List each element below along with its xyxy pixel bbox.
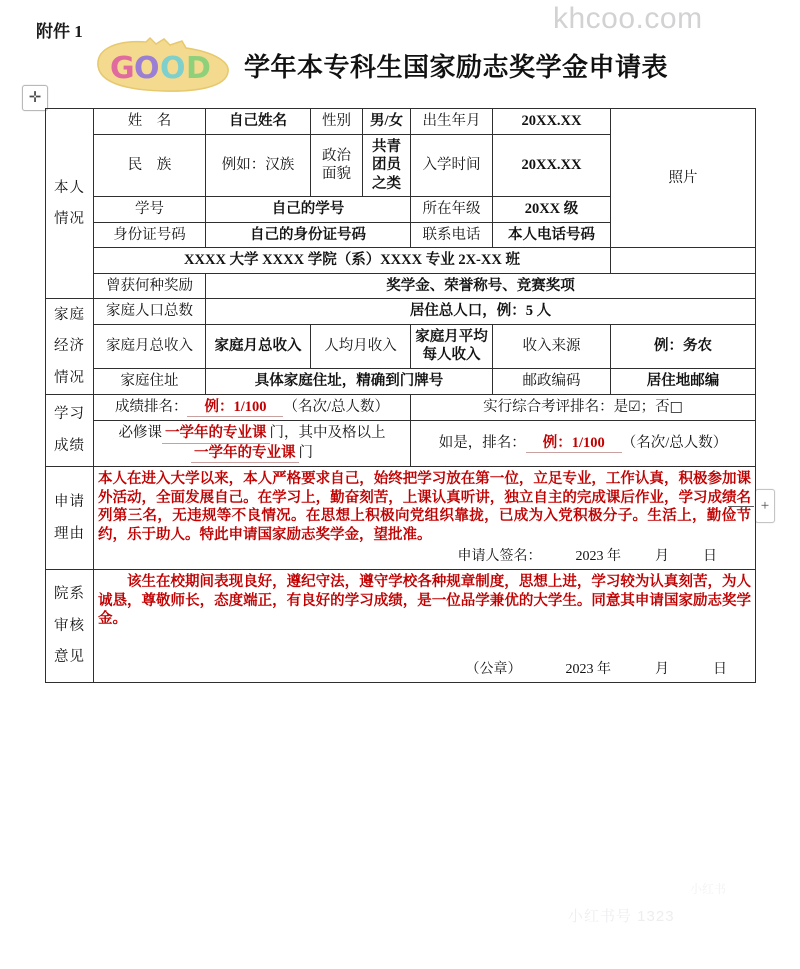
official-seal-line <box>98 661 751 679</box>
value-gender[interactable]: 男/女 <box>363 109 411 135</box>
section-study-line2: 成绩 <box>54 437 85 454</box>
application-form-table <box>45 108 756 683</box>
table-row-school <box>46 248 756 274</box>
value-enroll[interactable]: 20XX.XX <box>493 134 611 197</box>
value-passed-courses[interactable]: 一学年的专业课 <box>191 444 299 464</box>
cell-if-yes-rank[interactable] <box>411 421 756 467</box>
cell-application-reason[interactable] <box>94 467 756 570</box>
table-row-study-courses <box>46 421 756 467</box>
cell-comprehensive-eval[interactable] <box>411 394 756 421</box>
section-label-family <box>46 299 94 394</box>
value-family-address[interactable]: 具体家庭住址，精确到门牌号 <box>206 369 493 395</box>
table-row-family-address <box>46 369 756 395</box>
section-label-study <box>46 394 94 467</box>
table-row-study-rank <box>46 394 756 421</box>
label-required-prefix: 必修课 <box>118 425 162 442</box>
value-required-courses[interactable]: 一学年的专业课 <box>162 424 270 444</box>
value-score-rank[interactable]: 例：1/100 <box>187 398 283 418</box>
value-id-card[interactable]: 自己的身份证号码 <box>206 222 411 248</box>
label-score-rank-suffix: （名次/总人数） <box>283 398 390 415</box>
label-score-rank: 成绩排名： <box>114 398 188 415</box>
value-reason-year: 2023 年 <box>575 549 621 565</box>
label-phone: 联系电话 <box>411 222 493 248</box>
svg-text:O: O <box>134 51 160 86</box>
value-family-people[interactable]: 居住总人口，例：5 人 <box>206 299 756 325</box>
checkbox-no-unchecked[interactable]: □ <box>669 398 683 415</box>
label-required-suffix: 门 <box>298 444 313 461</box>
applicant-signature-line <box>98 548 751 566</box>
label-name: 姓 名 <box>94 109 206 135</box>
label-family-income: 家庭月总收入 <box>94 324 206 368</box>
value-review-month: 月 <box>655 661 669 677</box>
label-income-source: 收入来源 <box>493 324 611 368</box>
label-birth: 出生年月 <box>411 109 493 135</box>
section-study-line1: 学习 <box>54 406 85 423</box>
table-row-awards <box>46 273 756 299</box>
label-awards: 曾获何种奖励 <box>94 273 206 299</box>
cell-review-opinion[interactable] <box>94 570 756 683</box>
section-family-line2: 经济 <box>54 338 85 355</box>
svg-text:D: D <box>186 51 211 86</box>
value-postcode[interactable]: 居住地邮编 <box>611 369 756 395</box>
section-review-line2: 审核 <box>54 617 85 634</box>
label-if-yes-suffix: （名次/总人数） <box>621 434 728 451</box>
value-ethnicity[interactable]: 例如：汉族 <box>206 134 311 197</box>
value-income-source[interactable]: 例：务农 <box>611 324 756 368</box>
label-id-card: 身份证号码 <box>94 222 206 248</box>
photo-cell-spacer <box>611 248 756 274</box>
label-if-yes: 如是，排名： <box>438 434 526 451</box>
section-review-line1: 院系 <box>54 586 85 603</box>
document-header <box>90 36 668 94</box>
section-family-line1: 家庭 <box>54 306 85 323</box>
label-official-seal: （公章） <box>465 661 522 677</box>
watermark-bottom: 小红书号 1323 <box>568 908 675 925</box>
section-personal-line2: 情况 <box>54 211 85 228</box>
label-per-capita: 人均月收入 <box>311 324 411 368</box>
cell-required-courses[interactable] <box>94 421 411 467</box>
svg-text:O: O <box>160 51 186 86</box>
value-reason-month: 月 <box>655 549 669 565</box>
value-awards[interactable]: 奖学金、荣誉称号、竞赛奖项 <box>206 273 756 299</box>
table-row-family-people <box>46 299 756 325</box>
value-political[interactable]: 共青团员之类 <box>363 134 411 197</box>
insert-column-handle[interactable] <box>755 489 775 523</box>
label-gender: 性别 <box>311 109 363 135</box>
text-application-reason: 本人在进入大学以来，本人严格要求自己，始终把学习放在第一位，立足专业，工作认真，积极参加课外活动，全面发展自己。在学习上，勤奋刻苦，上课认真听讲，独立自主的完成课后作业，学习成绩名列第三名，无违规等不良情况。在思想上积极向党组织靠拢，已成为入党积极分子。生活上，勤俭节约，乐于助人。特此申请国家励志奖学金，望批准。 <box>98 471 751 543</box>
table-row-reason <box>46 467 756 570</box>
label-family-people: 家庭人口总数 <box>94 299 206 325</box>
table-row-name <box>46 109 756 135</box>
value-school-line[interactable]: XXXX 大学 XXXX 学院（系）XXXX 专业 2X-XX 班 <box>94 248 611 274</box>
label-ethnicity: 民 族 <box>94 134 206 197</box>
page-title: 学年本专科生国家励志奖学金申请表 <box>244 52 669 82</box>
section-family-line3: 情况 <box>54 369 85 386</box>
label-family-address: 家庭住址 <box>94 369 206 395</box>
svg-text:G: G <box>110 51 135 86</box>
value-if-yes-rank[interactable]: 例：1/100 <box>526 434 622 454</box>
section-reason-line1: 申请 <box>54 494 85 511</box>
attachment-label: 附件 1 <box>36 22 83 41</box>
value-family-income[interactable]: 家庭月总收入 <box>206 324 311 368</box>
plus-icon: + <box>760 497 770 514</box>
label-postcode: 邮政编码 <box>493 369 611 395</box>
label-required-mid: 门，其中及格以上 <box>269 425 386 442</box>
value-student-id[interactable]: 自己的学号 <box>206 197 411 223</box>
label-applicant-signature: 申请人签名： <box>457 549 542 565</box>
value-name[interactable]: 自己姓名 <box>206 109 311 135</box>
value-phone[interactable]: 本人电话号码 <box>493 222 611 248</box>
label-enroll: 入学时间 <box>411 134 493 197</box>
photo-cell[interactable]: 照片 <box>611 109 756 248</box>
watermark-top: khcoo.com <box>553 2 703 35</box>
section-label-reason <box>46 467 94 570</box>
section-personal-line1: 本人 <box>54 179 85 196</box>
value-reason-day: 日 <box>703 549 717 565</box>
good-sticker-logo <box>90 36 238 94</box>
text-review-opinion: 该生在校期间表现良好，遵纪守法，遵守学校各种规章制度，思想上进，学习较为认真刻苦，为人诚恳，尊敬师长，态度端正，有良好的学习成绩，是一位品学兼优的大学生。同意其申请国家励志奖学金。 <box>98 574 751 628</box>
value-per-capita[interactable]: 家庭月平均每人收入 <box>411 324 493 368</box>
table-row-review <box>46 570 756 683</box>
value-review-day: 日 <box>713 661 727 677</box>
section-label-personal <box>46 109 94 299</box>
section-label-review <box>46 570 94 683</box>
label-grade: 所在年级 <box>411 197 493 223</box>
label-comprehensive-mid: ；否 <box>640 398 670 415</box>
checkbox-yes-checked[interactable]: ☑ <box>628 398 641 415</box>
label-comprehensive: 实行综合考评排名：是 <box>483 398 629 415</box>
cell-score-rank[interactable] <box>94 394 411 421</box>
label-political: 政治面貌 <box>311 134 363 197</box>
section-review-line3: 意见 <box>54 649 85 666</box>
watermark-bottom-small: 小红书 <box>690 882 727 896</box>
section-reason-line2: 理由 <box>54 525 85 542</box>
label-student-id: 学号 <box>94 197 206 223</box>
table-row-family-income <box>46 324 756 368</box>
value-birth[interactable]: 20XX.XX <box>493 109 611 135</box>
value-grade[interactable]: 20XX 级 <box>493 197 611 223</box>
move-icon: ✛ <box>28 89 42 106</box>
value-review-year: 2023 年 <box>565 661 611 677</box>
